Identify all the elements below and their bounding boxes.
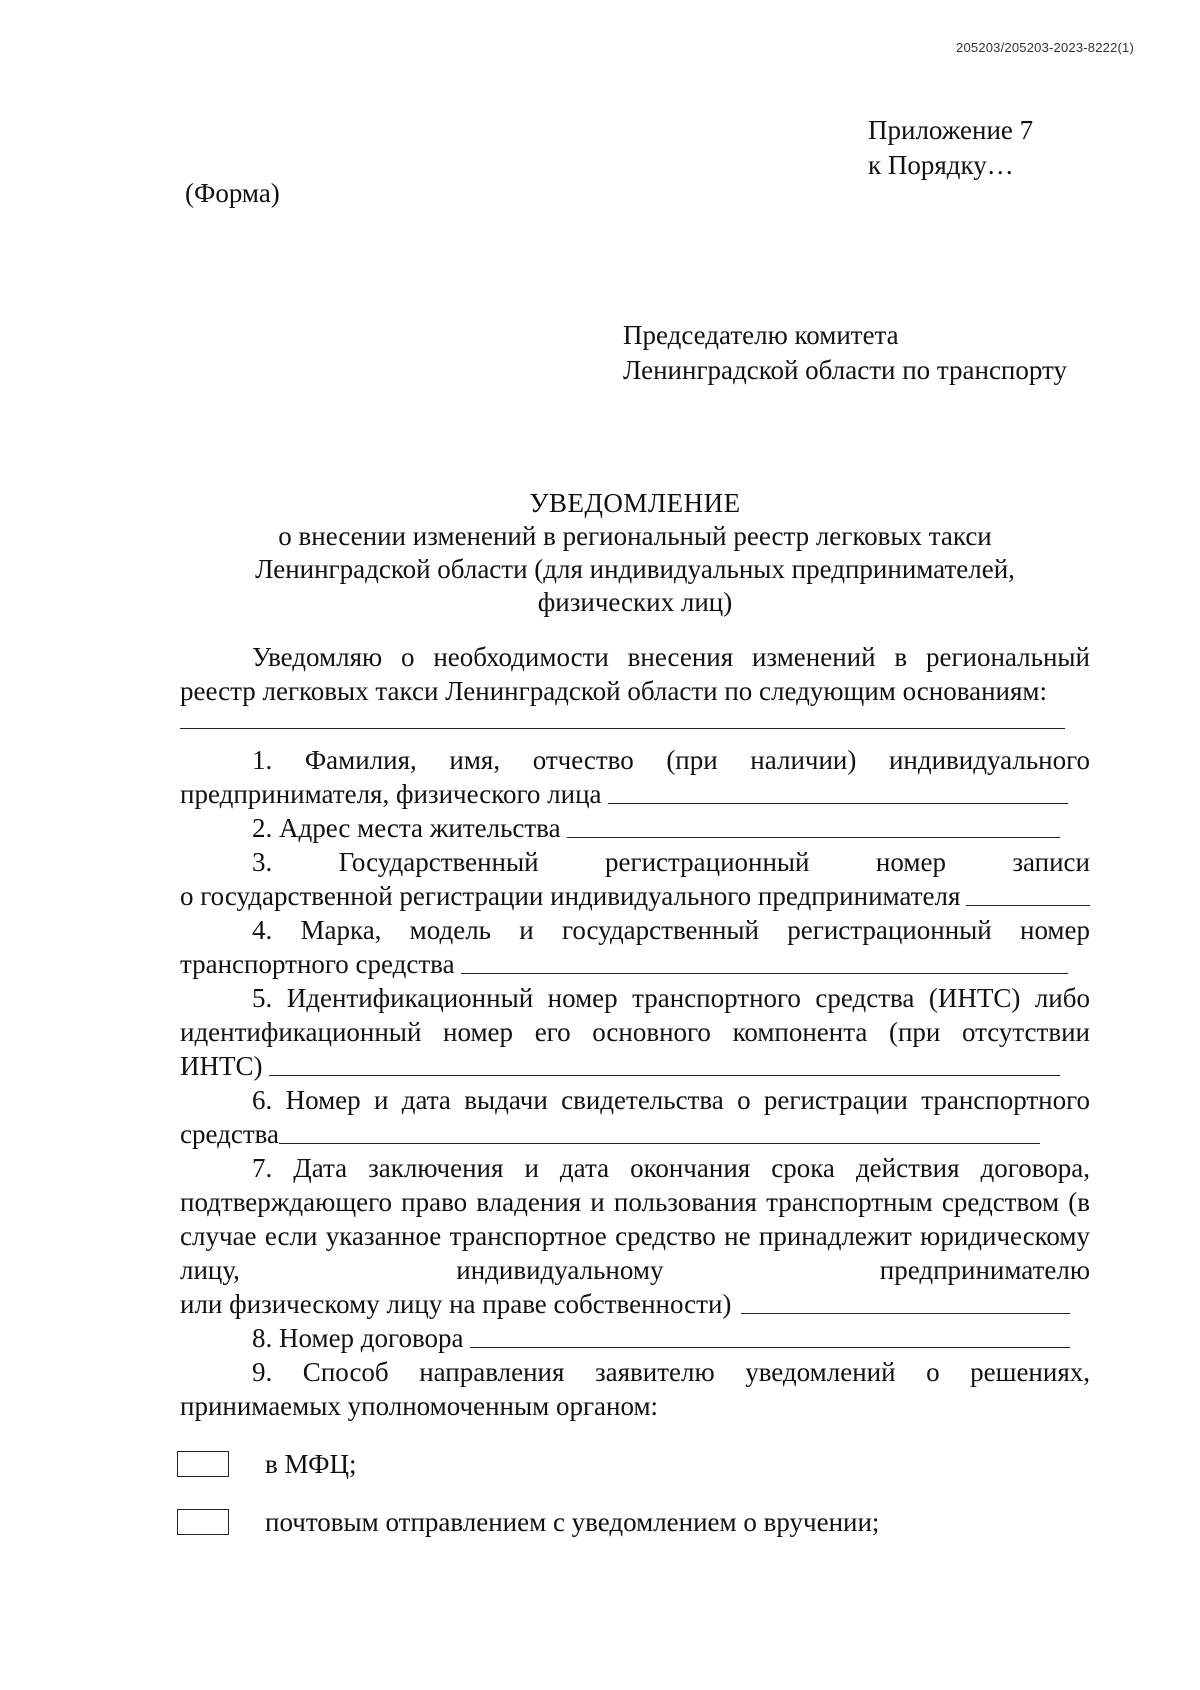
item-9-text: 9. Способ направления заявителю уведомлений о решениях, принимаемых уполномоченным органом: <box>180 1357 1090 1421</box>
item-8-label: 8. Номер договора <box>252 1323 464 1353</box>
item-7-text: 7. Дата заключения и дата окончания срока действия договора, подтверждающего право владения и пользования транспортным средством (в случае если указанное транспортное средство не принадлежит юридическому лицу, индивидуальному предпринимателю <box>180 1153 1090 1285</box>
item-6-text: 6. Номер и дата выдачи свидетельства о регистрации транспортного <box>252 1085 1090 1115</box>
mfc-option-label: в МФЦ; <box>265 1449 357 1479</box>
mail-option-label: почтовым отправлением с уведомлением о вручении; <box>265 1507 880 1537</box>
item-2-label: 2. Адрес места жительства <box>252 813 561 843</box>
item-6-label: средства <box>180 1119 280 1149</box>
appendix-reference <box>868 113 1033 183</box>
document-id: 205203/205203-2023-8222(1) <box>956 40 1134 55</box>
item-7-field-row <box>180 1287 1070 1321</box>
item-6-fill-line[interactable] <box>279 1142 1040 1144</box>
title-line-1: о внесении изменений в региональный реестр легковых такси <box>278 521 992 551</box>
item-7-label: или физическому лицу на праве собственности) <box>180 1289 732 1319</box>
intro-paragraph: Уведомляю о необходимости внесения изменений в региональный реестр легковых такси Ленинградской области по следующим основаниям: <box>180 642 1090 706</box>
item-8-field-row <box>180 1321 1070 1355</box>
item-3-text: 3. Государственный регистрационный номер записи <box>252 847 1090 877</box>
item-1-text: 1. Фамилия, имя, отчество (при наличии) индивидуального <box>252 745 1090 775</box>
item-6-field-row <box>180 1117 1040 1151</box>
item-1-label: предпринимателя, физического лица <box>180 779 602 809</box>
mfc-checkbox[interactable] <box>177 1451 229 1477</box>
mail-checkbox[interactable] <box>177 1509 229 1535</box>
delivery-option-mail <box>177 1505 1090 1539</box>
item-4-fill-line[interactable] <box>461 972 1068 974</box>
item-1-fill-line[interactable] <box>608 802 1068 804</box>
grounds-blank-line[interactable] <box>180 708 1065 729</box>
item-5-fill-line[interactable] <box>269 1074 1061 1076</box>
form-label: (Форма) <box>185 178 280 208</box>
title-line-3: физических лиц) <box>537 587 733 617</box>
document-title <box>180 487 1090 619</box>
item-4-label: транспортного средства <box>180 949 455 979</box>
item-4-field-row <box>180 947 1068 981</box>
item-7-fill-line[interactable] <box>741 1312 1070 1314</box>
appendix-order-ref: к Порядку… <box>868 150 1014 180</box>
delivery-option-mfc <box>177 1447 1090 1481</box>
item-8-fill-line[interactable] <box>470 1346 1071 1348</box>
document-body <box>180 640 1090 1539</box>
item-2-field-row <box>180 811 1060 845</box>
addressee-line-2: Ленинградской области по транспорту <box>623 355 1067 385</box>
addressee-line-1: Председателю комитета <box>623 320 899 350</box>
item-3-label: о государственной регистрации индивидуального предпринимателя <box>180 881 961 911</box>
item-5-label: ИНТС) <box>180 1051 263 1081</box>
title-line-2: Ленинградской области (для индивидуальных предпринимателей, <box>255 554 1015 584</box>
item-2-fill-line[interactable] <box>567 836 1060 838</box>
item-1-field-row <box>180 777 1068 811</box>
item-5-field-row <box>180 1049 1060 1083</box>
item-3-fill-line[interactable] <box>966 904 1090 906</box>
title-heading: УВЕДОМЛЕНИЕ <box>529 488 741 518</box>
item-4-text: 4. Марка, модель и государственный регистрационный номер <box>252 915 1090 945</box>
addressee <box>623 318 1067 388</box>
item-5-text: 5. Идентификационный номер транспортного средства (ИНТС) либо идентификационный номер его основного компонента (при отсутствии <box>180 983 1090 1047</box>
appendix-number: Приложение 7 <box>868 115 1034 145</box>
item-3-field-row <box>180 879 1090 913</box>
